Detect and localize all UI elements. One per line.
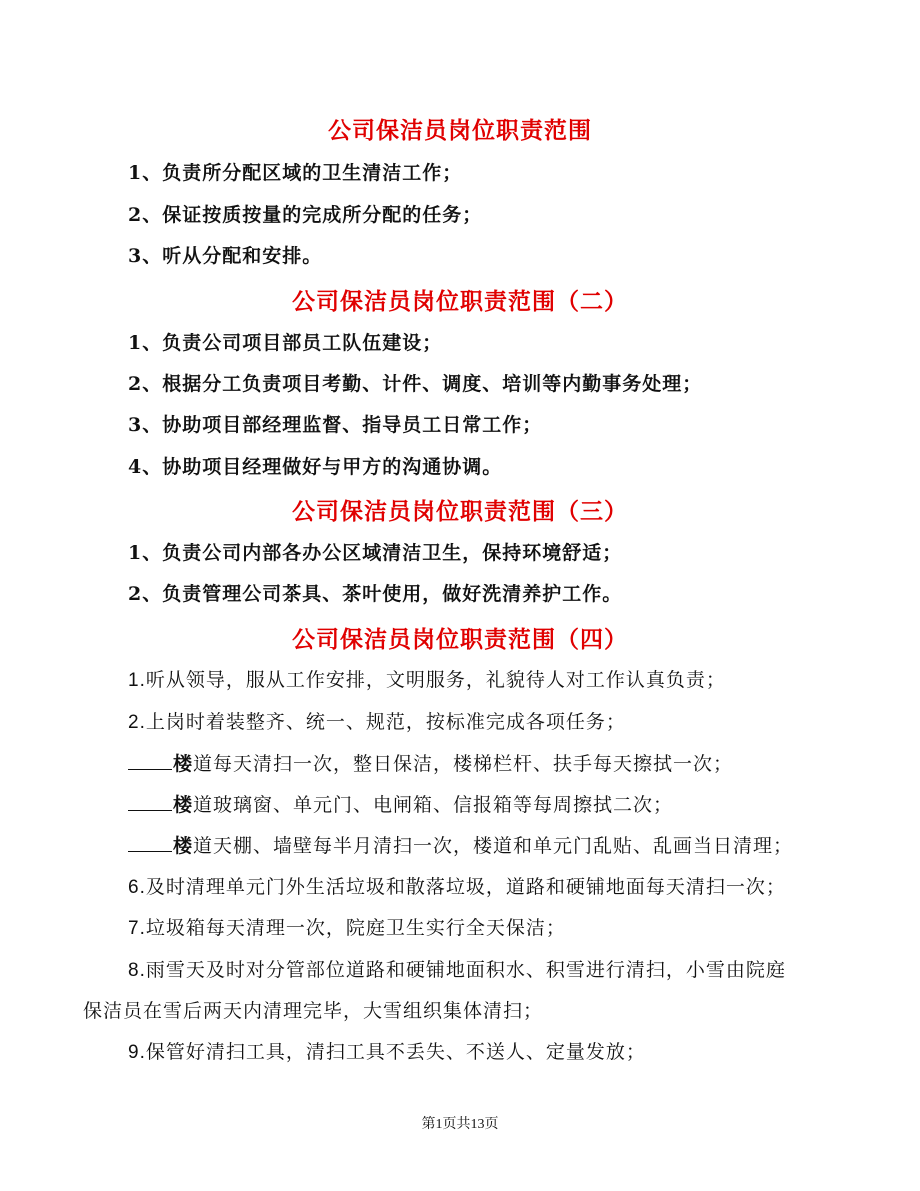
list-item-continuation — [83, 996, 543, 1023]
list-item — [128, 790, 673, 817]
item-first-char: 楼 — [173, 835, 194, 857]
item-number: 9. — [128, 1042, 146, 1063]
list-item: 4、协助项目经理做好与甲方的沟通协调。 — [128, 456, 503, 478]
blank-underline — [128, 796, 172, 811]
item-number: 6. — [128, 877, 146, 898]
list-item: 1、负责所分配区域的卫生清洁工作； — [128, 162, 463, 184]
page-footer: 第1页共13页 — [421, 1117, 499, 1132]
item-first-char: 楼 — [173, 753, 194, 775]
item-text: 垃圾箱每天清理一次，院庭卫生实行全天保洁； — [145, 917, 566, 939]
item-text: 上岗时着装整齐、统一、规范，按标准完成各项任务； — [145, 711, 626, 733]
list-item — [128, 913, 566, 940]
item-text: 及时清理单元门外生活垃圾和散落垃圾，道路和硬铺地面每天清扫一次； — [145, 876, 786, 898]
section-title: 公司保洁员岗位职责范围（四） — [292, 626, 628, 653]
list-item — [128, 749, 733, 776]
item-number: 7. — [128, 918, 146, 939]
item-text: 道每天清扫一次，整日保洁，楼梯栏杆、扶手每天擦拭一次； — [193, 753, 734, 775]
item-number: 2. — [128, 712, 146, 733]
item-number: 8. — [128, 960, 146, 981]
list-item: 2、负责管理公司茶具、茶叶使用，做好洗清养护工作。 — [128, 583, 623, 605]
list-item — [128, 1037, 646, 1064]
list-item — [128, 665, 726, 692]
list-item — [128, 872, 786, 899]
list-item — [128, 707, 626, 734]
section-title: 公司保洁员岗位职责范围（二） — [292, 288, 628, 315]
list-item: 2、保证按质按量的完成所分配的任务； — [128, 204, 483, 226]
blank-underline — [128, 837, 172, 852]
item-text: 道天棚、墙壁每半月清扫一次，楼道和单元门乱贴、乱画当日清理； — [193, 835, 794, 857]
item-text: 雨雪天及时对分管部位道路和硬铺地面积水、积雪进行清扫，小雪由院庭 — [145, 959, 786, 981]
item-number: 1. — [128, 670, 146, 691]
list-item — [128, 831, 793, 858]
section-title: 公司保洁员岗位职责范围 — [328, 117, 592, 144]
item-first-char: 楼 — [173, 794, 194, 816]
section-title: 公司保洁员岗位职责范围（三） — [292, 498, 628, 525]
list-item: 3、听从分配和安排。 — [128, 245, 323, 267]
list-item: 1、负责公司项目部员工队伍建设； — [128, 332, 443, 354]
list-item: 1、负责公司内部各办公区域清洁卫生，保持环境舒适； — [128, 542, 623, 564]
item-text: 保洁员在雪后两天内清理完毕，大雪组织集体清扫； — [83, 1000, 544, 1022]
list-item: 3、协助项目部经理监督、指导员工日常工作； — [128, 414, 543, 436]
item-text: 听从领导，服从工作安排，文明服务，礼貌待人对工作认真负责； — [145, 669, 726, 691]
list-item — [128, 955, 786, 982]
blank-underline — [128, 755, 172, 770]
item-text: 保管好清扫工具，清扫工具不丢失、不送人、定量发放； — [145, 1041, 646, 1063]
list-item: 2、根据分工负责项目考勤、计件、调度、培训等内勤事务处理； — [128, 373, 703, 395]
item-text: 道玻璃窗、单元门、电闸箱、信报箱等每周擦拭二次； — [193, 794, 674, 816]
